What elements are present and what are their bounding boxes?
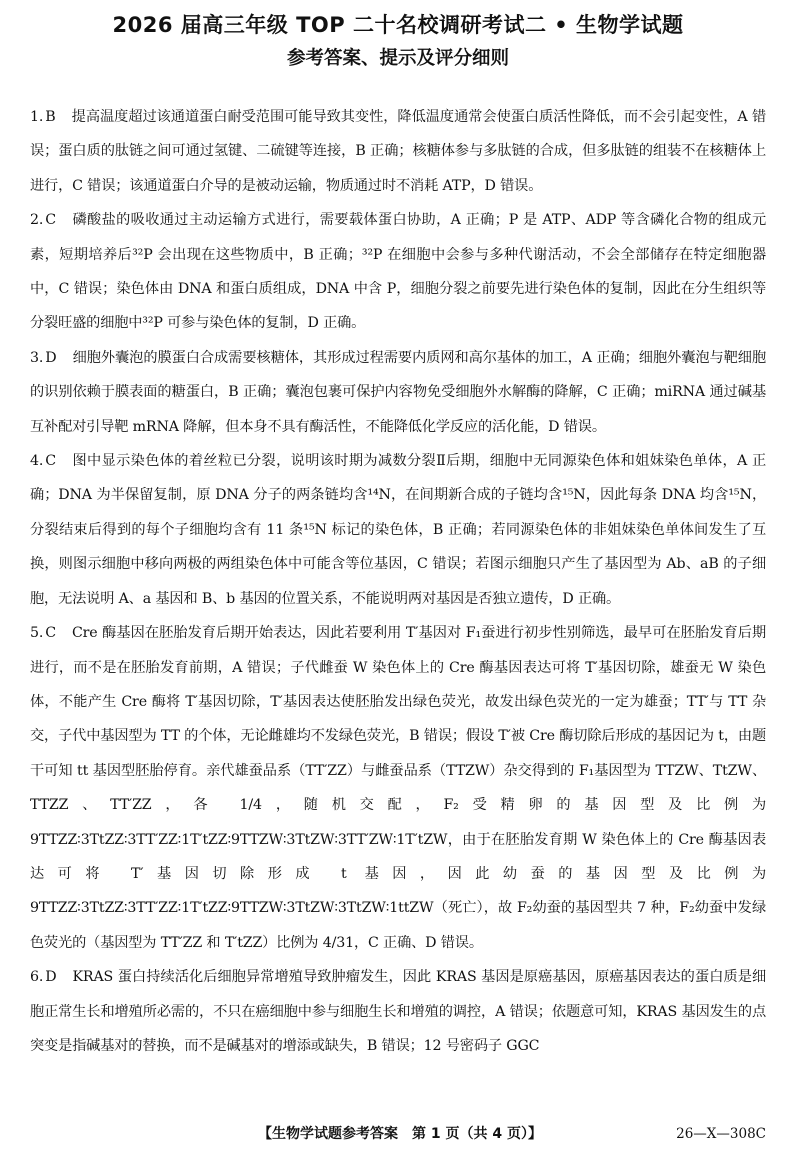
answer-item-2 <box>30 203 766 341</box>
answer-item-6 <box>30 960 766 1063</box>
answer-explanation: 细胞外囊泡的膜蛋白合成需要核糖体，其形成过程需要内质网和高尔基体的加工，A 正确；细胞外囊泡与靶细胞的识别依赖于膜表面的糖蛋白，B 正确；囊泡包裹可保护内容物免受细胞外水解酶的降解，C 正确；miRNA 通过碱基互补配对引导靶 mRNA 降解，但本身不具有酶活性，不能降低化学反应的活化能，D 错误。 <box>30 349 766 435</box>
answer-explanation: 提高温度超过该通道蛋白耐受范围可能导致其变性，降低温度通常会使蛋白质活性降低，而不会引起变性，A 错误；蛋白质的肽链之间可通过氢键、二硫键等连接，B 正确；核糖体参与多肽链的合成，但多肽链的组装不在核糖体上进行，C 错误；该通道蛋白介导的是被动运输，物质通过时不消耗 ATP，D 错误。 <box>30 109 766 194</box>
answer-key: C <box>45 212 56 229</box>
answer-explanation: 磷酸盐的吸收通过主动运输方式进行，需要载体蛋白协助，A 正确；P 是 ATP、ADP 等含磷化合物的组成元素，短期培养后³²P 会出现在这些物质中，B 正确；³²P 在细胞中会参与多种代谢活动，不会全部储存在特定细胞器中，C 错误；染色体由 DNA 和蛋白质组成，DNA 中含 P，细胞分裂之前要先进行染色体的复制，因此在分生组织等分裂旺盛的细胞中³²P 可参与染色体的复制，D 正确。 <box>30 212 766 332</box>
answer-key: C <box>45 453 56 470</box>
answer-key: D <box>45 349 57 366</box>
answer-number: 4. <box>30 453 44 470</box>
footer-page-info: 【生物学试题参考答案 第 1 页（共 4 页）】 <box>258 1126 542 1142</box>
answer-number: 1. <box>30 109 44 125</box>
answer-number: 5. <box>30 625 44 642</box>
answer-explanation: KRAS 蛋白持续活化后细胞异常增殖导致肿瘤发生，因此 KRAS 基因是原癌基因，原癌基因表达的蛋白质是细胞正常生长和增殖所必需的，不只在癌细胞中参与细胞生长和增殖的调控，A 错误；依题意可知，KRAS 基因发生的点突变是指碱基对的替换，而不是碱基对的增添或缺失，B 错误；12 号密码子 GGC <box>30 969 766 1054</box>
answer-number: 6. <box>30 969 44 986</box>
answer-list <box>30 100 766 1063</box>
answer-key: C <box>45 625 56 642</box>
answer-item-1 <box>30 100 766 203</box>
page-subtitle: 参考答案、提示及评分细则 <box>286 48 509 69</box>
answer-key: B <box>45 109 56 125</box>
answer-key: D <box>45 969 57 986</box>
answer-item-3 <box>30 341 766 444</box>
answer-explanation: Cre 酶基因在胚胎发育后期开始表达，因此若要利用 T′基因对 F₁蚕进行初步性别筛选，最早可在胚胎发育后期进行，而不是在胚胎发育前期，A 错误；子代雌蚕 W 染色体上的 Cre 酶基因表达可将 T′基因切除，雄蚕无 W 染色体，不能产生 Cre 酶将 T′基因切除，T′基因表达使胚胎发出绿色荧光，故发出绿色荧光的一定为雄蚕；TT′与 TT 杂交，子代中基因型为 TT 的个体，无论雌雄均不发绿色荧光，B 错误；假设 T′被 Cre 酶切除后形成的基因记为 t，由题干可知 tt 基因型胚胎停育。亲代雄蚕品系（TT′ZZ）与雌蚕品系（TTZW）杂交得到的 F₁基因型为 TTZW、TtZW、TTZZ、TT′ZZ，各 1/4，随机交配，F₂受精卵的基因型及比例为 9TTZZ∶3TtZZ∶3TT′ZZ∶1T′tZZ∶9TTZW∶3TtZW∶3TT′ZW∶1T′tZW，由于在胚胎发育期 W 染色体上的 Cre 酶基因表达可将 T′基因切除形成 t 基因，因此幼蚕的基因型及比例为 9TTZZ∶3TtZZ∶3TT′ZZ∶1T′tZZ∶9TTZW∶3TtZW∶3TtZW∶1ttZW（死亡），故 F₂幼蚕的基因型共 7 种，F₂幼蚕中发绿色荧光的（基因型为 TT′ZZ 和 T′tZZ）比例为 4/31，C 正确、D 错误。 <box>30 625 766 951</box>
page-title: 2026 届高三年级 TOP 二十名校调研考试二 • 生物学试题 <box>112 13 684 37</box>
answer-explanation: 图中显示染色体的着丝粒已分裂，说明该时期为减数分裂Ⅱ后期，细胞中无同源染色体和姐妹染色单体，A 正确；DNA 为半保留复制，原 DNA 分子的两条链均含¹⁴N，在间期新合成的子链均含¹⁵N，因此每条 DNA 均含¹⁵N，分裂结束后得到的每个子细胞均含有 11 条¹⁵N 标记的染色体，B 正确；若同源染色体的非姐妹染色单体间发生了互换，则图示细胞中移向两极的两组染色体中可能含等位基因，C 错误；若图示细胞只产生了基因型为 Ab、aB 的子细胞，无法说明 A、a 基因和 B、b 基因的位置关系，不能说明两对基因是否独立遗传，D 正确。 <box>30 453 766 607</box>
answer-number: 3. <box>30 349 44 366</box>
answer-item-5 <box>30 616 766 960</box>
page-footer <box>0 1122 800 1146</box>
answer-item-4 <box>30 444 766 616</box>
footer-exam-code: 26—X—308C <box>676 1126 766 1142</box>
answer-number: 2. <box>30 212 44 229</box>
